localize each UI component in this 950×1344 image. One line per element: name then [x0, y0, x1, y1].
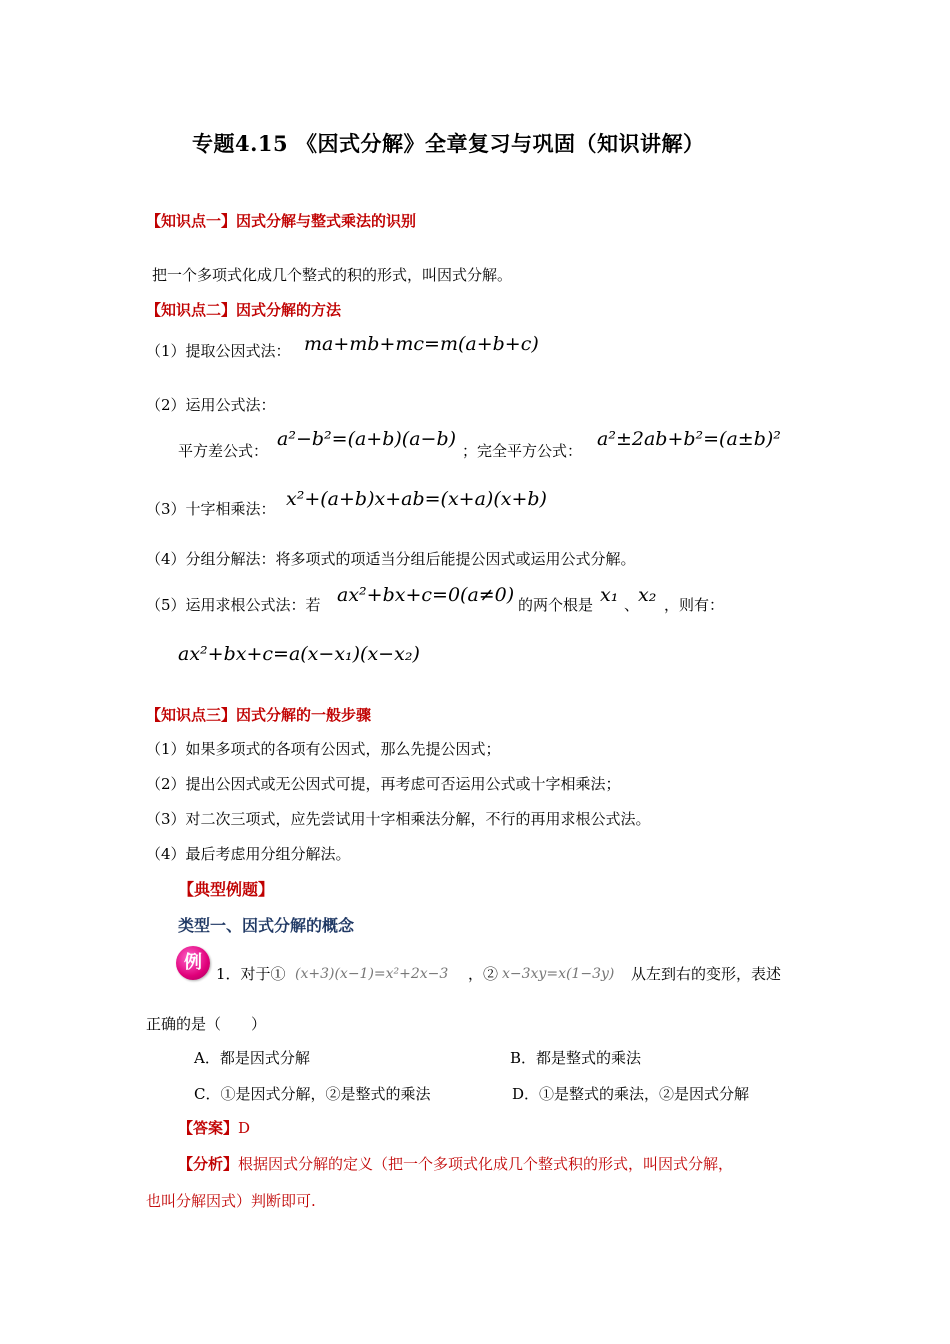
formula-separator: ；完全平方公式： [462, 442, 583, 460]
question-expr2: x−3xy=x(1−3y) [502, 966, 615, 982]
square-diff-label: 平方差公式： [178, 442, 269, 460]
method2-label: （2）运用公式法： [146, 396, 276, 414]
method1-formula: ma+mb+mc=m(a+b+c) [304, 333, 539, 355]
answer-label: 【答案】 [178, 1119, 239, 1137]
step-3: （3）对二次三项式，应先尝试用十字相乘法分解，不行的再用求根公式法。 [146, 810, 651, 828]
method3-formula: x²+(a+b)x+ab=(x+a)(x+b) [286, 488, 547, 510]
method5-label: （5）运用求根公式法：若 [146, 596, 321, 614]
analysis-line1: 根据因式分解的定义（把一个多项式化成几个整式积的形式，叫因式分解， [238, 1155, 734, 1173]
root-x1: x₁ [600, 584, 619, 606]
question-tail: 从左到右的变形，表述 [631, 965, 782, 983]
analysis-label: 【分析】 [178, 1155, 239, 1173]
method5-comma: 、 [624, 596, 640, 614]
method5-end: ，则有： [664, 596, 725, 614]
kp1-text: 把一个多项式化成几个整式的积的形式，叫因式分解。 [152, 266, 513, 284]
example-badge-icon: 例 [176, 946, 210, 980]
type1-heading: 类型一、因式分解的概念 [178, 916, 355, 935]
method5-formula: ax²+bx+c=a(x−x₁)(x−x₂) [178, 643, 420, 665]
kp3-heading: 【知识点三】因式分解的一般步骤 [146, 706, 372, 724]
page-title: 专题4.15 《因式分解》全章复习与巩固（知识讲解） [192, 131, 705, 156]
option-c[interactable]: C．①是因式分解，②是整式的乘法 [194, 1085, 431, 1103]
root-x2: x₂ [638, 584, 657, 606]
option-b[interactable]: B．都是整式的乘法 [510, 1049, 642, 1067]
option-a[interactable]: A．都是因式分解 [194, 1049, 310, 1067]
kp1-heading: 【知识点一】因式分解与整式乘法的识别 [146, 212, 417, 230]
question-sep: ，② [468, 965, 499, 983]
kp2-heading: 【知识点二】因式分解的方法 [146, 301, 342, 319]
method5-equation: ax²+bx+c=0(a≠0) [337, 584, 515, 606]
step-4: （4）最后考虑用分组分解法。 [146, 845, 351, 863]
examples-heading: 【典型例题】 [178, 880, 275, 899]
method5-mid: 的两个根是 [518, 596, 594, 614]
step-1: （1）如果多项式的各项有公因式，那么先提公因式； [146, 740, 501, 758]
answer-value: D [238, 1119, 251, 1137]
method3-label: （3）十字相乘法： [146, 500, 276, 518]
method1-label: （1）提取公因式法： [146, 342, 291, 360]
method4-text: （4）分组分解法：将多项式的项适当分组后能提公因式或运用公式分解。 [146, 550, 636, 568]
perfect-square-formula: a²±2ab+b²=(a±b)² [597, 428, 781, 450]
square-diff-formula: a²−b²=(a+b)(a−b) [277, 428, 457, 450]
analysis-line2: 也叫分解因式）判断即可. [146, 1192, 316, 1210]
question-line2: 正确的是（ ） [146, 1015, 267, 1033]
question-expr1: (x+3)(x−1)=x²+2x−3 [295, 966, 449, 982]
question-number: 1．对于① [216, 965, 286, 983]
option-d[interactable]: D．①是整式的乘法，②是因式分解 [512, 1085, 750, 1103]
step-2: （2）提出公因式或无公因式可提，再考虑可否运用公式或十字相乘法； [146, 775, 621, 793]
